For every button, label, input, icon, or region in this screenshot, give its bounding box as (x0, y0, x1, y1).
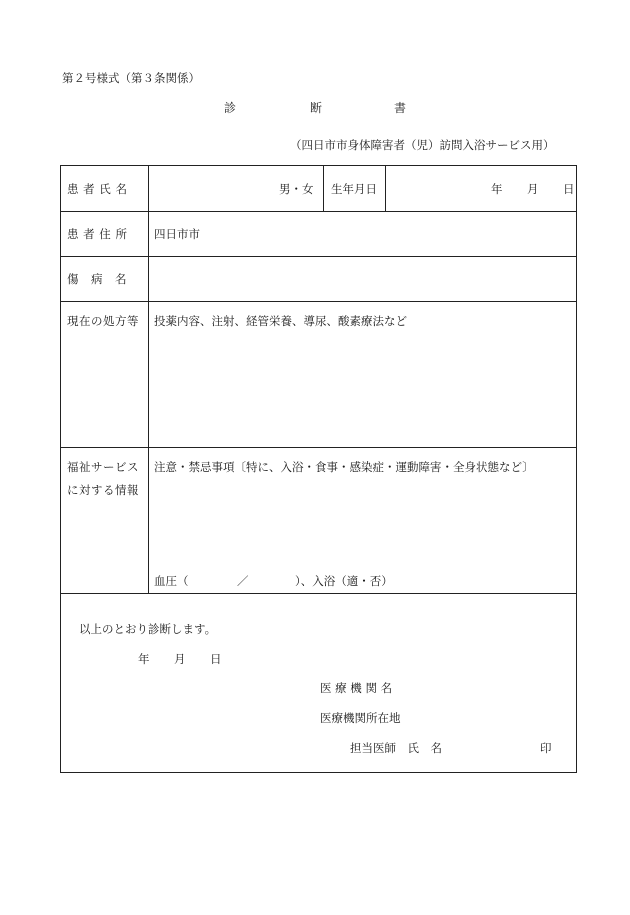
birth-year-label: 年 (491, 182, 503, 196)
disease-name-label: 傷 病 名 (67, 272, 127, 286)
cert-day-label: 日 (210, 652, 222, 666)
diagnosis-form-table (60, 165, 577, 773)
title-char-1: 診 (224, 101, 237, 115)
row-divider (61, 256, 576, 257)
row-divider (61, 301, 576, 302)
prescription-label: 現在の処方等 (67, 314, 139, 328)
title-char-2: 断 (310, 101, 323, 115)
birthdate-divider (385, 166, 386, 211)
cert-year-label: 年 (138, 652, 150, 666)
birthdate-label: 生年月日 (331, 182, 377, 196)
institution-name-label: 医 療 機 関 名 (320, 681, 393, 695)
blood-pressure-slash: ／ (237, 574, 249, 588)
blood-pressure-label: 血圧（ (154, 574, 189, 588)
patient-address-label: 患 者 住 所 (67, 227, 128, 241)
welfare-precautions-hint: 注意・禁忌事項〔特に、入浴・食事・感染症・運動障害・全身状態など〕 (154, 460, 534, 474)
row-divider (61, 447, 576, 448)
seal-mark: 印 (540, 741, 552, 755)
certification-statement: 以上のとおり診断します。 (79, 622, 217, 636)
form-number: 第２号様式（第３条関係） (62, 71, 200, 85)
sex-option: 男・女 (279, 182, 314, 196)
label-column-divider (148, 166, 149, 593)
row-divider (61, 211, 576, 212)
document-subtitle: （四日市市身体障害者（児）訪問入浴サービス用） (290, 138, 555, 152)
birthdate-divider (323, 166, 324, 211)
cert-month-label: 月 (174, 652, 186, 666)
title-char-3: 書 (394, 101, 407, 115)
institution-address-label: 医療機関所在地 (320, 711, 401, 725)
row-divider (61, 593, 576, 594)
prescription-hint: 投薬内容、注射、経管栄養、導尿、酸素療法など (154, 314, 407, 328)
bath-suitability: ）、入浴（適・否） (295, 574, 393, 588)
attending-doctor-label: 担当医師 氏 名 (350, 741, 442, 755)
patient-name-label: 患 者 氏 名 (67, 182, 128, 196)
patient-address-value: 四日市市 (154, 227, 200, 241)
birth-day-label: 日 (563, 182, 575, 196)
birth-month-label: 月 (527, 182, 539, 196)
welfare-info-label-line2: に対する情報 (67, 483, 139, 497)
welfare-info-label-line1: 福祉サービス (67, 460, 139, 474)
